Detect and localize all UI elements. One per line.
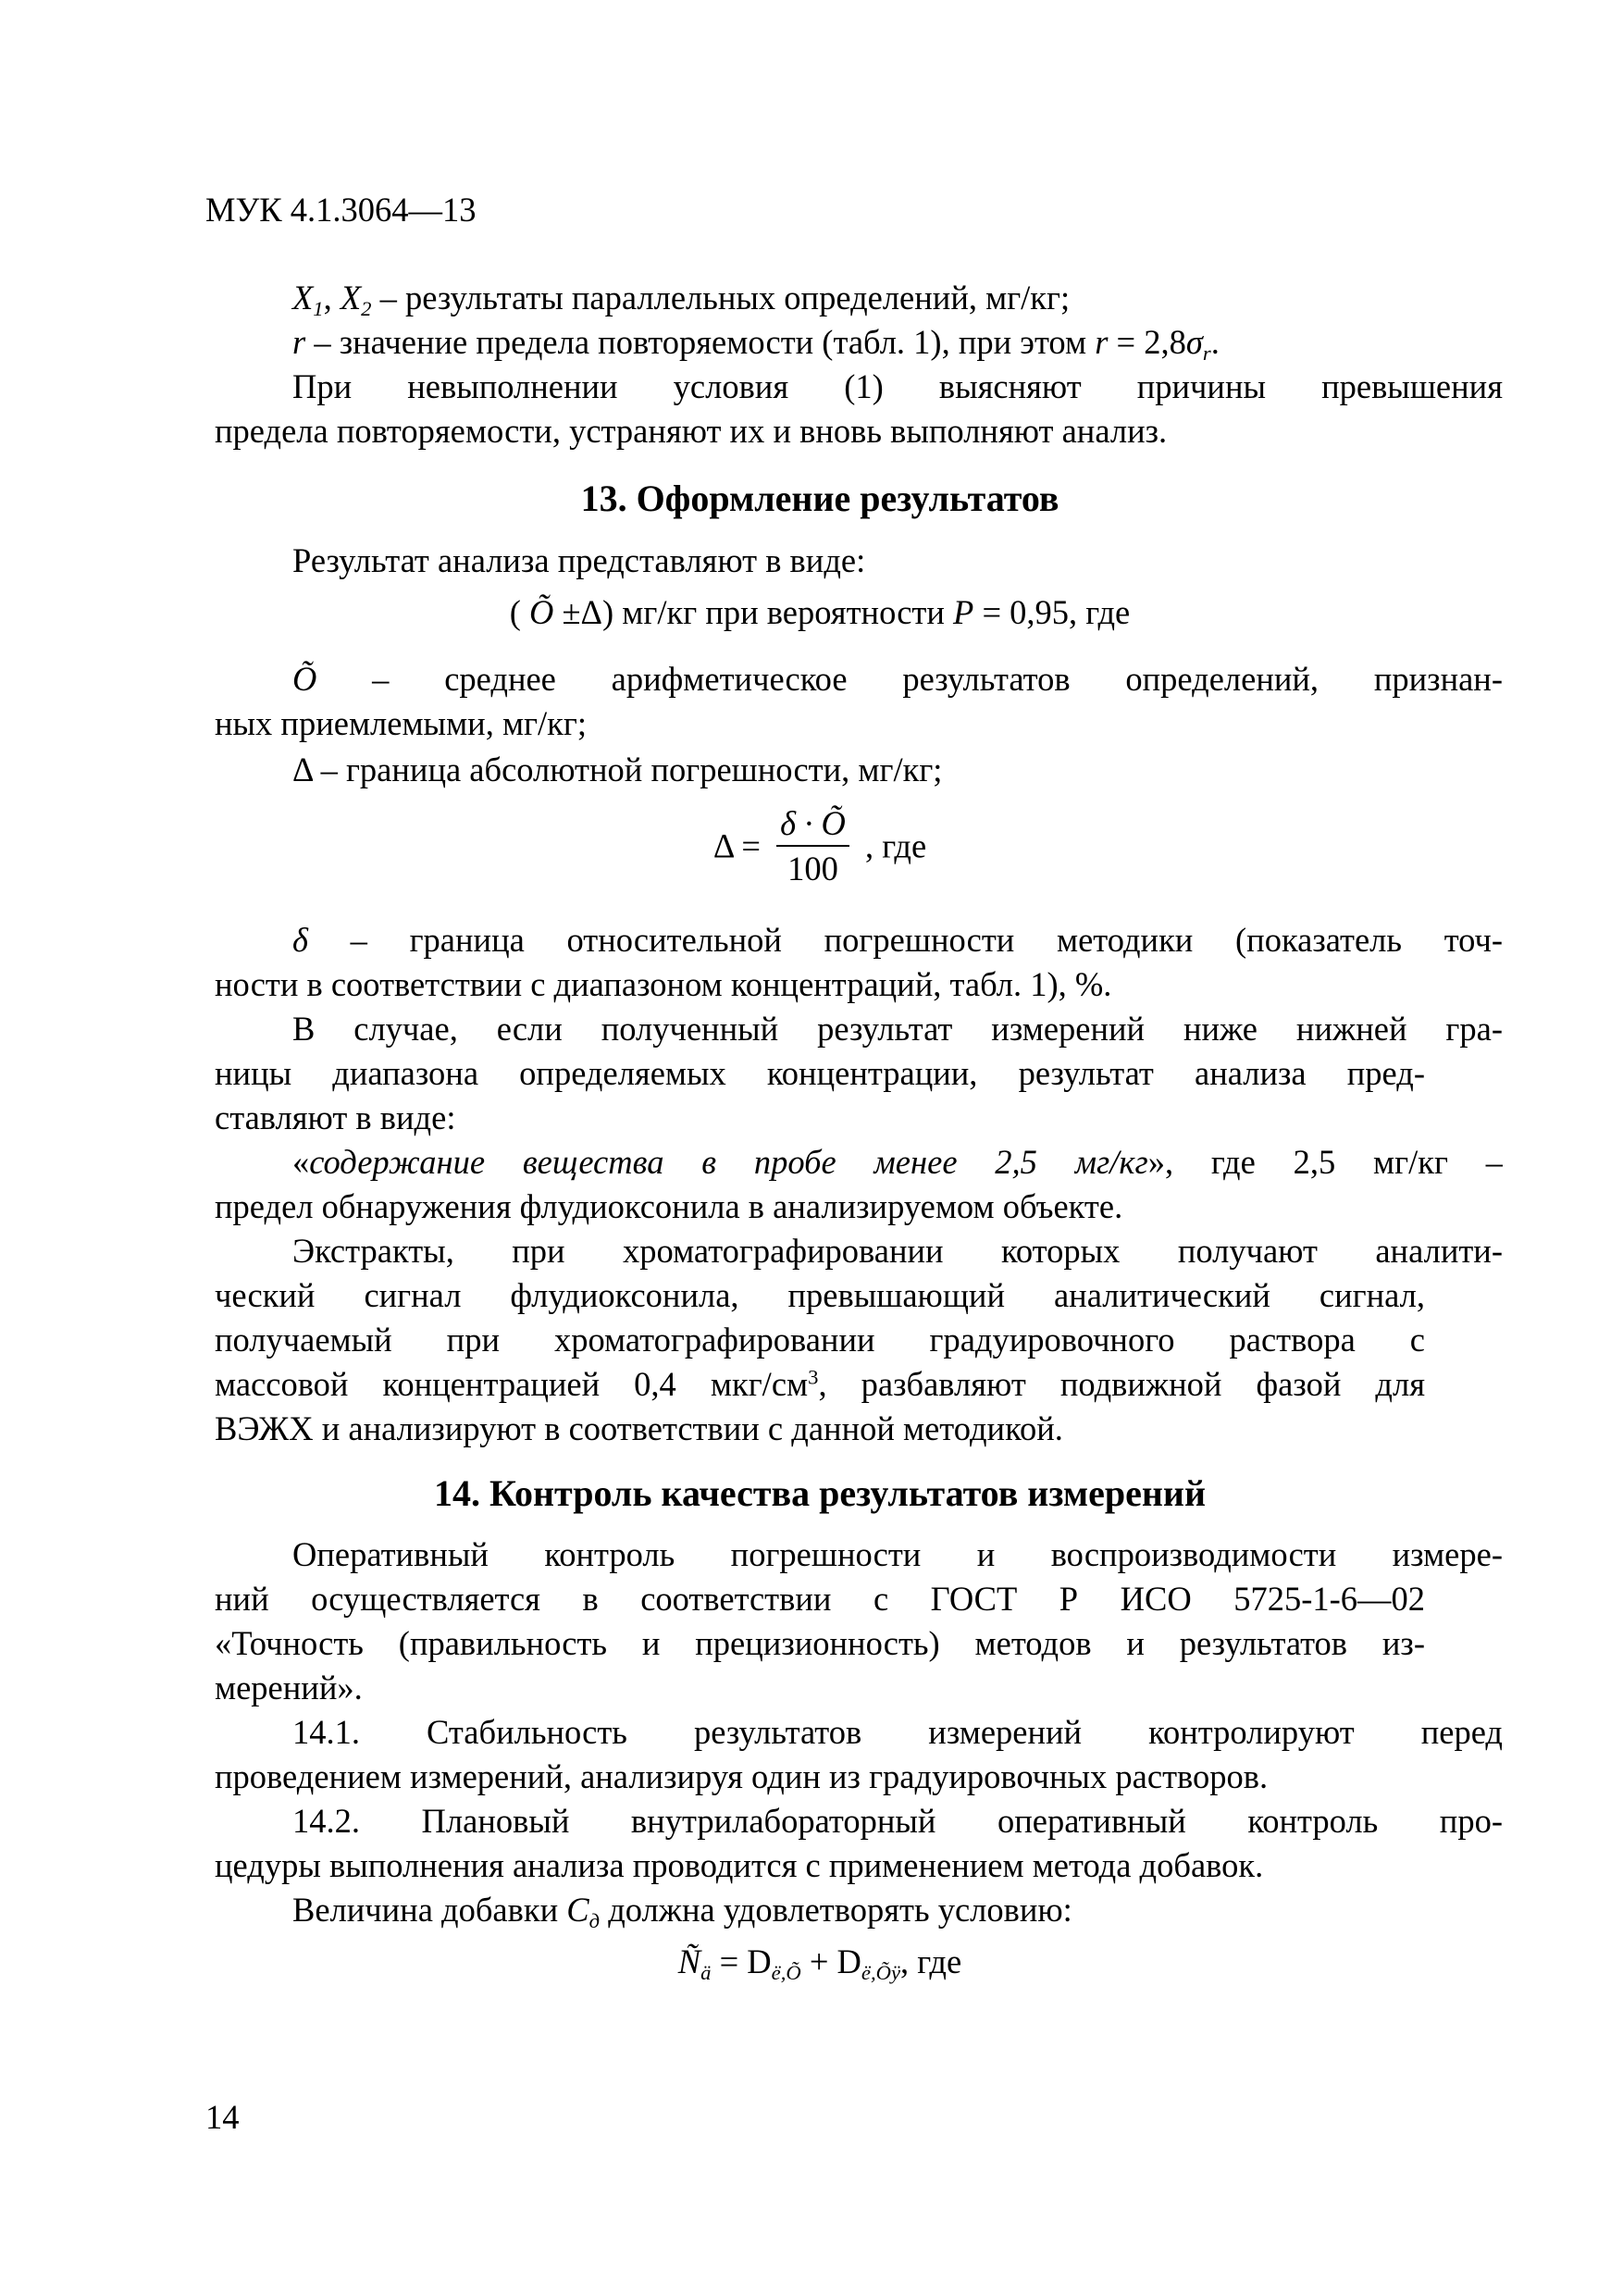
delta-formula: Δ = $\frac{\delta \cdot Õ}{100}$ , где <box>712 804 927 887</box>
definition-delta: Δ – граница абсолютной погрешности, мг/кг; <box>292 751 943 788</box>
paragraph-line: ВЭЖХ и анализируют в соответствии с данной методикой. <box>215 1409 1063 1447</box>
additive-condition: Величина добавки $C_д$ должна удовлетворять условию: <box>292 1891 1072 1932</box>
paragraph-line: ческий сигнал флудиоксонила, превышающий аналитический сигнал, <box>215 1276 1425 1314</box>
paragraph-line: цедуры выполнения анализа проводится с применением метода добавок. <box>215 1846 1264 1884</box>
paragraph-line: Оперативный контроль погрешности и воспроизводимости измере- <box>292 1535 1503 1573</box>
page-number: 14 <box>205 2098 240 2136</box>
delta-fraction: $\frac{\delta \cdot Õ}{100}$ <box>776 803 849 888</box>
section-14-heading: 14. Контроль качества результатов измерений <box>434 1472 1206 1514</box>
paragraph-line: массовой концентрацией 0,4 мкг/$см^3$, разбавляют подвижной фазой для <box>215 1365 1425 1403</box>
paragraph-line: ставляют в виде: <box>215 1098 456 1136</box>
paragraph-line: предела повторяемости, устраняют их и вновь выполняют анализ. <box>215 412 1168 450</box>
detection-limit-statement: «содержание вещества в пробе менее 2,5 мг/кг», где 2,5 мг/кг – <box>292 1143 1503 1181</box>
running-header: МУК 4.1.3064—13 <box>205 191 477 229</box>
paragraph-line: ных приемлемыми, мг/кг; <box>215 704 588 742</box>
paragraph-line: «Точность (правильность и прецизионность) методов и результатов из- <box>215 1624 1425 1662</box>
paragraph-line: Результат анализа представляют в виде: <box>292 541 866 579</box>
section-13-heading: 13. Оформление результатов <box>580 478 1059 519</box>
additive-formula: $Ñ_ä = D_{ë,Õ} + D_{ë,Õÿ}$, где <box>677 1942 962 1984</box>
paragraph-line: 14.1. Стабильность результатов измерений контролируют перед <box>292 1713 1503 1751</box>
paragraph-line: При невыполнении условия (1) выясняют причины превышения <box>292 367 1503 405</box>
definition-r: r – значение предела повторяемости (табл. 1), при этом $r = 2,8\sigma_r$. <box>292 323 1220 365</box>
paragraph-line: 14.2. Плановый внутрилабораторный оперативный контроль про- <box>292 1802 1503 1840</box>
paragraph-line: проведением измерений, анализируя один из градуировочных растворов. <box>215 1757 1269 1795</box>
paragraph-line: Экстракты, при хроматографировании которых получают аналити- <box>292 1232 1503 1270</box>
definition-relative-error: δ – граница относительной погрешности методики (показатель точ- <box>292 921 1503 959</box>
paragraph-line: мерений». <box>215 1669 363 1706</box>
paragraph-line: В случае, если полученный результат измерений ниже нижней гра- <box>292 1010 1503 1048</box>
paragraph-line: предел обнаружения флудиоксонила в анализируемом объекте. <box>215 1187 1123 1225</box>
paragraph-line: ности в соответствии с диапазоном концентраций, табл. 1), %. <box>215 965 1112 1003</box>
paragraph-line: получаемый при хроматографировании градуировочного раствора с <box>215 1321 1425 1359</box>
result-formula: ( Õ ±Δ) мг/кг при вероятности P = 0,95, где <box>509 593 1131 631</box>
paragraph-line: ницы диапазона определяемых концентрации, результат анализа пред- <box>215 1054 1425 1092</box>
definition-x1-x2: $X_1$, $X_2$ – результаты параллельных определений, мг/кг; <box>292 279 1071 320</box>
paragraph-line: ний осуществляется в соответствии с ГОСТ Р ИСО 5725-1-6—02 <box>215 1580 1425 1618</box>
definition-mean: Õ – среднее арифметическое результатов определений, признан- <box>292 660 1503 698</box>
